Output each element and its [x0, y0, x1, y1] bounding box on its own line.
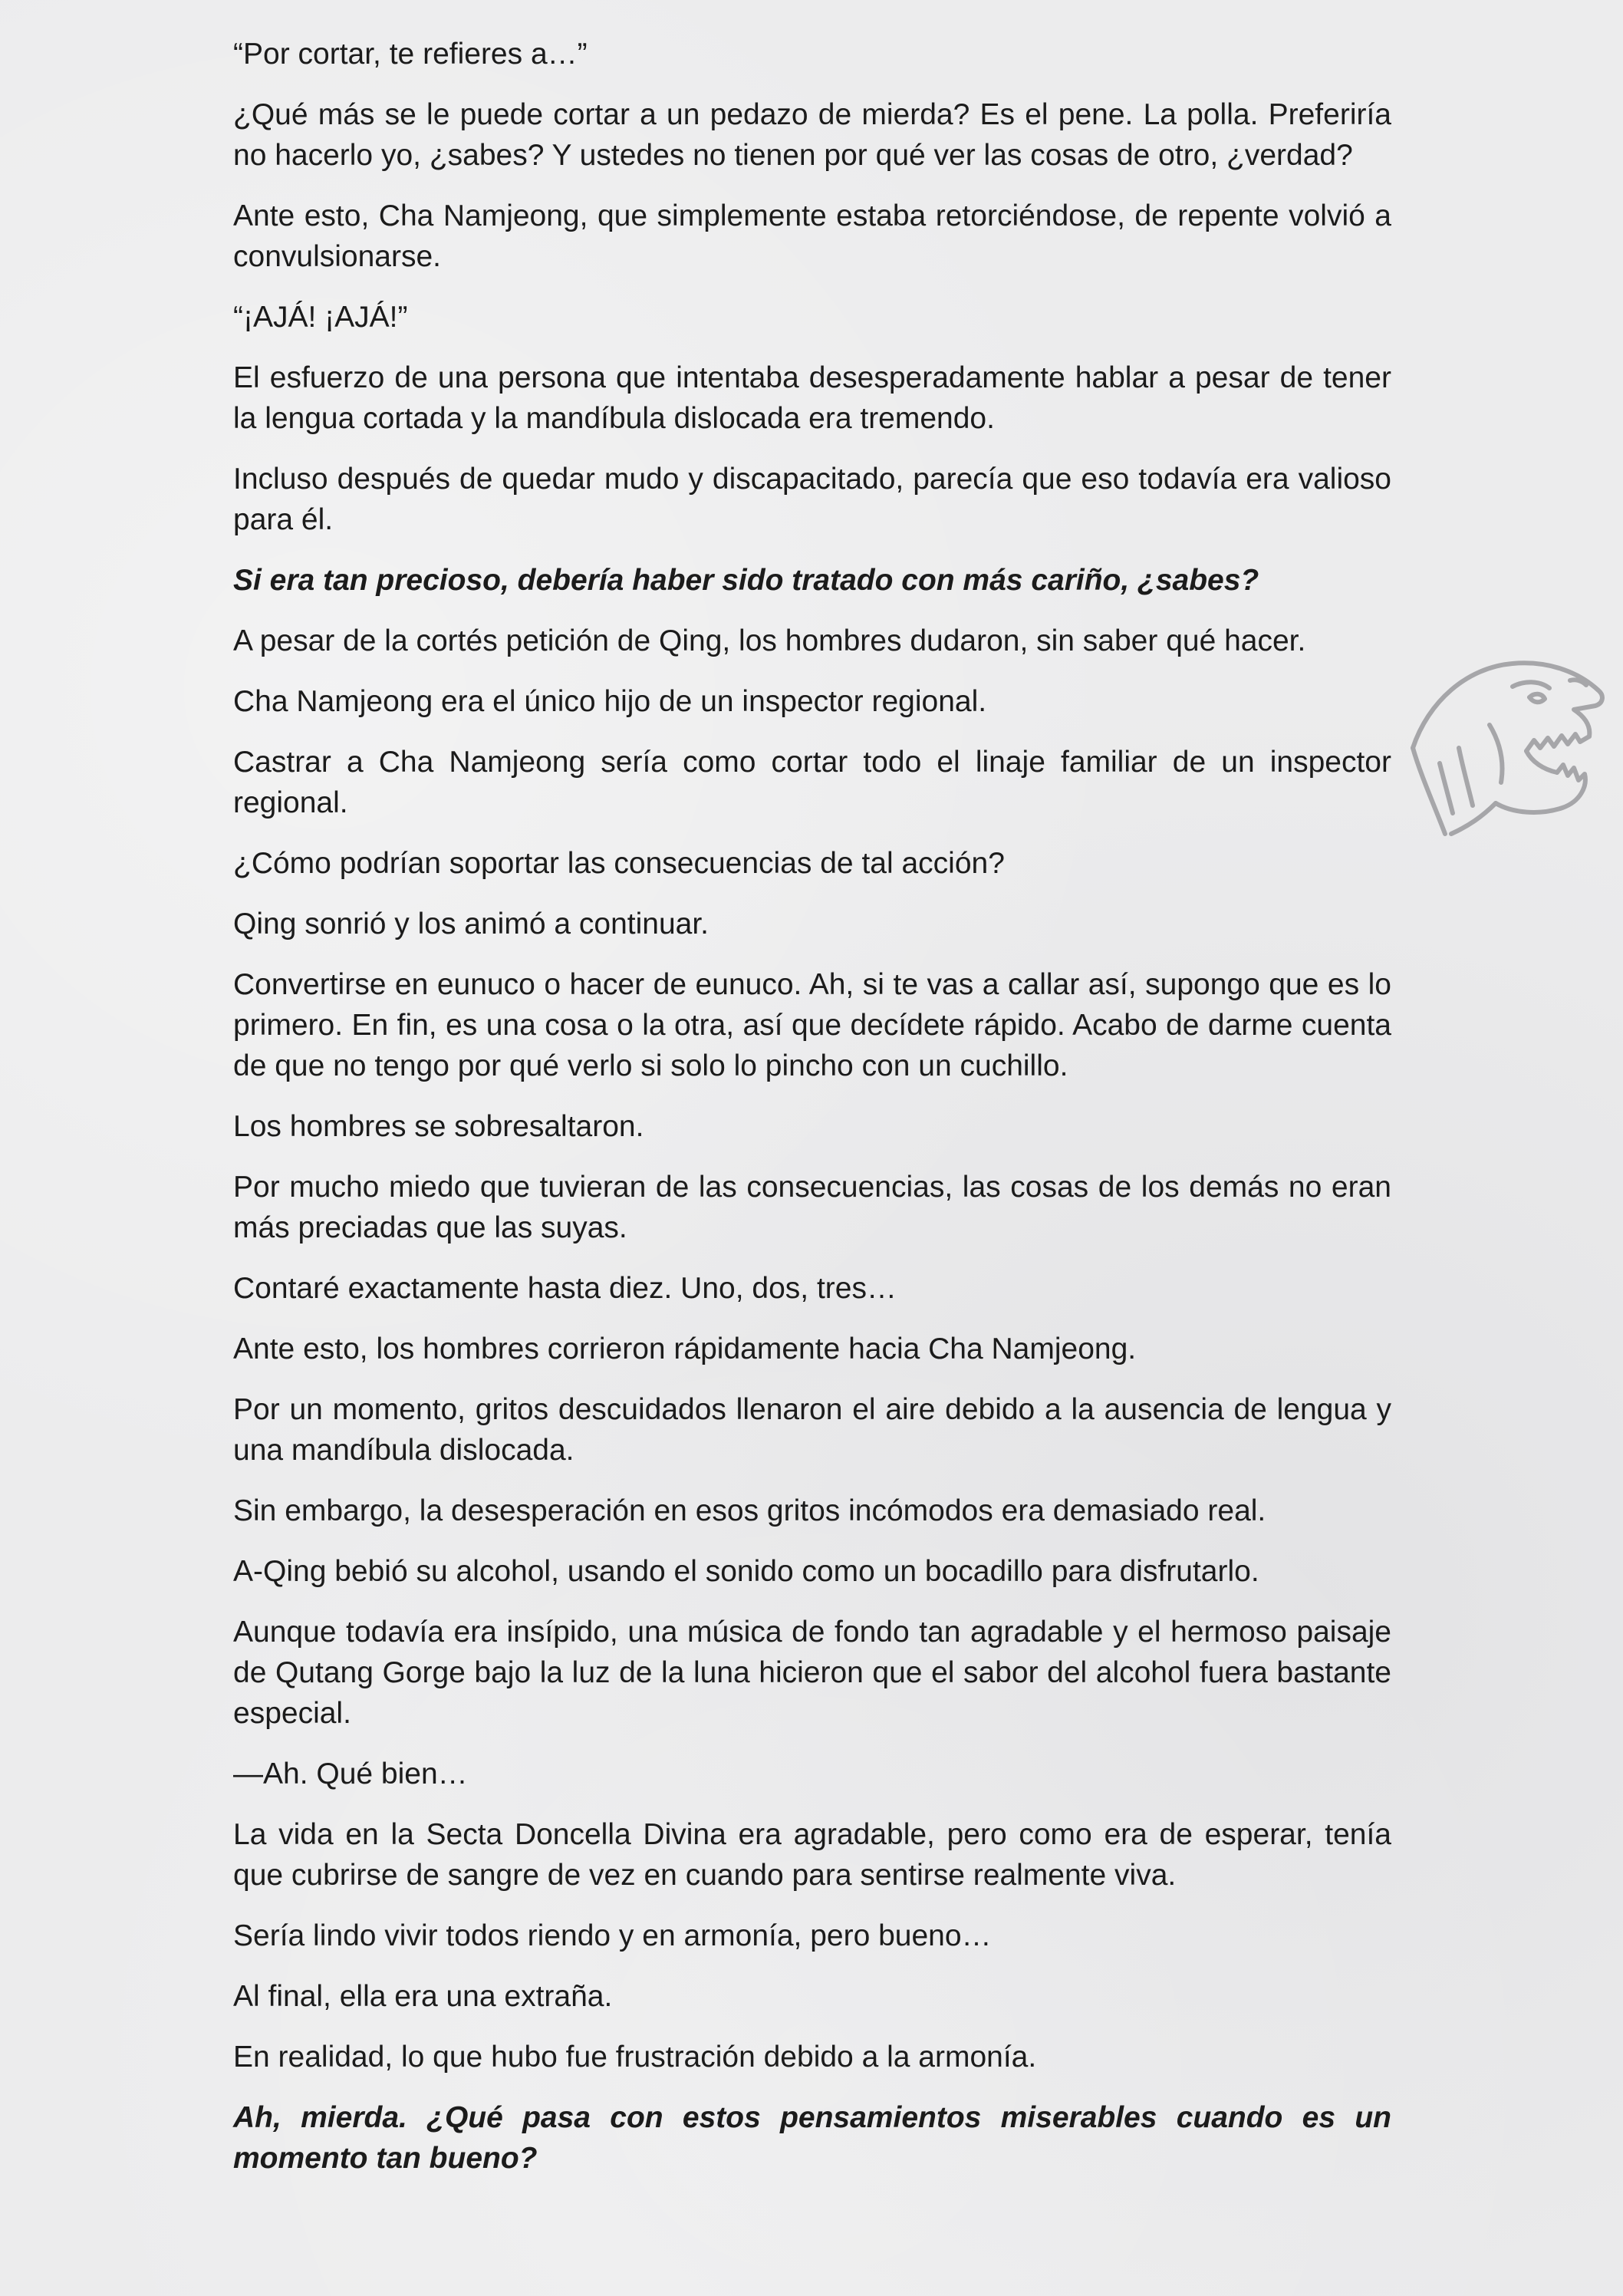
paragraph-17: Ante esto, los hombres corrieron rápidamente hacia Cha Namjeong.	[233, 1332, 1137, 1365]
paragraph-19: Sin embargo, la desesperación en esos gritos incómodos era demasiado real.	[233, 1494, 1266, 1527]
paragraph-24: Sería lindo vivir todos riendo y en armonía, pero bueno…	[233, 1919, 992, 1952]
paragraph-14: Los hombres se sobresaltaron.	[233, 1110, 644, 1143]
paragraph-5: El esfuerzo de una persona que intentaba desesperadamente hablar a pesar de tener la lengua cortada y la mandíbula dislocada era tremendo.	[233, 361, 1391, 435]
paragraph-10: Castrar a Cha Namjeong sería como cortar todo el linaje familiar de un inspector regional.	[233, 746, 1391, 819]
dinosaur-head-icon	[1397, 633, 1612, 840]
paragraph-18: Por un momento, gritos descuidados llenaron el aire debido a la ausencia de lengua y una mandíbula dislocada.	[233, 1393, 1391, 1467]
paragraph-4: “¡AJÁ! ¡AJÁ!”	[233, 301, 408, 334]
paragraph-8: A pesar de la cortés petición de Qing, los hombres dudaron, sin saber qué hacer.	[233, 624, 1306, 657]
paragraph-27-emphasis: Ah, mierda. ¿Qué pasa con estos pensamientos miserables cuando es un momento tan bueno?	[233, 2101, 1391, 2175]
paragraph-16: Contaré exactamente hasta diez. Uno, dos, tres…	[233, 1272, 897, 1305]
paragraph-15: Por mucho miedo que tuvieran de las consecuencias, las cosas de los demás no eran más preciadas que las suyas.	[233, 1171, 1391, 1244]
paragraph-25: Al final, ella era una extraña.	[233, 1980, 613, 2013]
paragraph-3: Ante esto, Cha Namjeong, que simplemente estaba retorciéndose, de repente volvió a convulsionarse.	[233, 199, 1391, 273]
paragraph-21: Aunque todavía era insípido, una música de fondo tan agradable y el hermoso paisaje de Qutang Gorge bajo la luz de la luna hicieron que el sabor del alcohol fuera bastante especial.	[233, 1616, 1391, 1730]
paragraph-7-emphasis: Si era tan precioso, debería haber sido tratado con más cariño, ¿sabes?	[233, 564, 1259, 597]
document-body	[233, 34, 1391, 2199]
paragraph-1: “Por cortar, te refieres a…”	[233, 38, 588, 71]
paragraph-9: Cha Namjeong era el único hijo de un inspector regional.	[233, 685, 987, 718]
paragraph-13: Convertirse en eunuco o hacer de eunuco. Ah, si te vas a callar así, supongo que es lo primero. En fin, es una cosa o la otra, así que decídete rápido. Acabo de darme cuenta de que no tengo por qué verlo si solo lo pincho con un cuchillo.	[233, 968, 1391, 1082]
paragraph-20: A-Qing bebió su alcohol, usando el sonido como un bocadillo para disfrutarlo.	[233, 1555, 1259, 1588]
paragraph-23: La vida en la Secta Doncella Divina era agradable, pero como era de esperar, tenía que cubrirse de sangre de vez en cuando para sentirse realmente viva.	[233, 1818, 1391, 1892]
paragraph-6: Incluso después de quedar mudo y discapacitado, parecía que eso todavía era valioso para él.	[233, 463, 1391, 536]
paragraph-26: En realidad, lo que hubo fue frustración debido a la armonía.	[233, 2041, 1037, 2074]
paragraph-22: —Ah. Qué bien…	[233, 1757, 468, 1790]
paragraph-12: Qing sonrió y los animó a continuar.	[233, 908, 709, 940]
paragraph-2: ¿Qué más se le puede cortar a un pedazo de mierda? Es el pene. La polla. Preferiría no hacerlo yo, ¿sabes? Y ustedes no tienen por qué ver las cosas de otro, ¿verdad?	[233, 98, 1391, 172]
paragraph-11: ¿Cómo podrían soportar las consecuencias de tal acción?	[233, 847, 1005, 880]
